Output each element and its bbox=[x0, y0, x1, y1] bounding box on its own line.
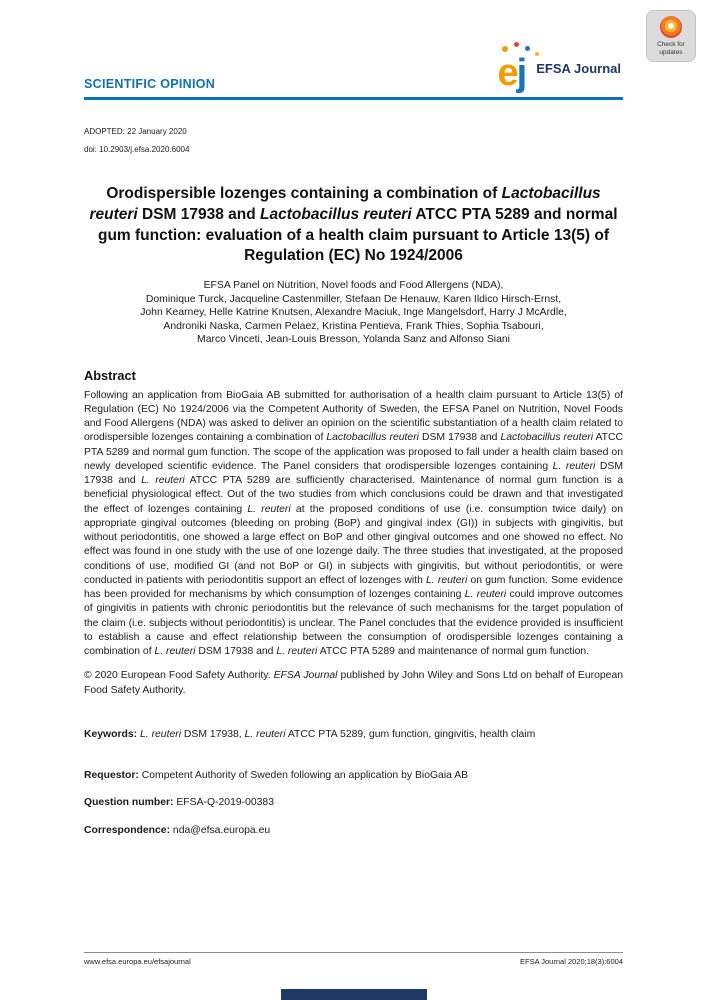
footer-journal-url[interactable]: www.efsa.europa.eu/efsajournal bbox=[84, 957, 191, 966]
correspondence-label: Correspondence: bbox=[84, 824, 171, 836]
logo-letter-e: e bbox=[497, 52, 517, 94]
requestor-line bbox=[84, 769, 623, 783]
crossmark-icon bbox=[660, 16, 682, 38]
header-rule bbox=[84, 97, 623, 100]
author-line: EFSA Panel on Nutrition, Novel foods and Food Allergens (NDA), bbox=[203, 280, 504, 292]
author-line: Marco Vinceti, Jean-Louis Bresson, Yolanda Sanz and Alfonso Siani bbox=[197, 334, 510, 346]
logo-dot-icon bbox=[502, 46, 508, 52]
question-number-line bbox=[84, 796, 623, 810]
logo-letter-j: j bbox=[516, 52, 528, 94]
doi: doi: 10.2903/j.efsa.2020.6004 bbox=[84, 145, 190, 154]
logo-dot-icon bbox=[525, 46, 530, 51]
keywords-line bbox=[84, 728, 623, 742]
logo-dot-icon bbox=[514, 42, 519, 47]
efsa-journal-logo bbox=[498, 44, 621, 92]
footer-citation: EFSA Journal 2020;18(3):6004 bbox=[520, 957, 623, 966]
article-title: Orodispersible lozenges containing a combination of Lactobacillus reuteri DSM 17938 and Lactobacillus reuteri ATCC PTA 5289 and normal gum function: evaluation of a health claim pursuant to Article 13(5) of Regulation (EC) No 1924/2006 bbox=[89, 185, 618, 265]
abstract-text: Following an application from BioGaia AB submitted for authorisation of a health claim pursuant to Article 13(5) of Regulation (EC) No 1924/2006 via the Competent Authority of Sweden, the EFSA Panel on Nutrition, Novel Foods and Food Allergens (NDA) was asked to deliver an opinion on the scientific substantiation of a health claim related to orodispersible lozenges containing a combination of Lactobacillus reuteri DSM 17938 and Lactobacillus reuteri ATCC PTA 5289 and normal gum function. The scope of the application was proposed to fall under a health claim based on newly developed scientific evidence. The Panel considers that orodispersible lozenges containing L. reuteri DSM 17938 and L. reuteri ATCC PTA 5289 are sufficiently characterised. Maintenance of normal gum function is a beneficial physiological effect. Out of the two studies from which conclusions could be drawn and that investigated the effect of lozenges containing L. reuteri at the proposed conditions of use (i.e. consumption twice daily) on appropriate gingival outcomes (bleeding on probing (BoP) and gingival index (GI)) in subjects with gingivitis, but without periodontitis, one showed a large effect on BoP and other gingival outcomes and one showed no effect. No effect was found in one study with the use of one lozenge daily. The three studies that investigated, at the proposed conditions of use, modified GI (and not BoP or GI) in subjects with gingivitis, but without periodontitis, or were conducted in patients with periodontitis support an effect of lozenges with L. reuteri on gum function. Some evidence has been provided for mechanisms by which consumption of lozenges containing L. reuteri could improve outcomes of gingivitis in patients with chronic periodontitis but the relevance of such mechanisms for the target population of the claim (i.e. subjects without periodontitis) is unclear. The Panel concludes that the evidence provided is insufficient to establish a cause and effect relationship between the consumption of orodispersible lozenges containing a combination of L. reuteri DSM 17938 and L. reuteri ATCC PTA 5289 and maintenance of normal gum function. bbox=[84, 389, 623, 658]
correspondence-line bbox=[84, 824, 623, 838]
abstract-heading: Abstract bbox=[84, 367, 136, 383]
adopted-date: ADOPTED: 22 January 2020 bbox=[84, 127, 187, 136]
requestor-label: Requestor: bbox=[84, 770, 139, 782]
page-footer bbox=[84, 952, 623, 966]
logo-dot-icon bbox=[535, 52, 539, 56]
bottom-navy-bar bbox=[281, 989, 427, 1000]
author-line: John Kearney, Helle Katrine Knutsen, Alexandre Maciuk, Inge Mangelsdorf, Harry J McArdle, bbox=[140, 307, 567, 319]
author-line: Androniki Naska, Carmen Pelaez, Kristina Pentieva, Frank Thies, Sophia Tsabouri, bbox=[163, 320, 544, 332]
question-number-label: Question number: bbox=[84, 797, 174, 809]
section-label: SCIENTIFIC OPINION bbox=[84, 77, 216, 91]
copyright-notice: © 2020 European Food Safety Authority. EFSA Journal published by John Wiley and Sons Ltd on behalf of European Food Safety Authority. bbox=[84, 670, 623, 696]
check-for-updates-label: Check for updates bbox=[657, 41, 685, 57]
question-number-value: EFSA-Q-2019-00383 bbox=[176, 797, 274, 809]
requestor-value: Competent Authority of Sweden following an application by BioGaia AB bbox=[141, 770, 469, 782]
author-line: Dominique Turck, Jacqueline Castenmiller, Stefaan De Henauw, Karen Ildico Hirsch-Ernst, bbox=[145, 293, 562, 305]
journal-name: EFSA Journal bbox=[536, 60, 621, 76]
keywords-value: L. reuteri DSM 17938, L. reuteri ATCC PTA 5289, gum function, gingivitis, health claim bbox=[140, 728, 536, 740]
correspondence-email[interactable]: nda@efsa.europa.eu bbox=[172, 824, 271, 836]
efsa-logo-mark bbox=[498, 44, 528, 92]
keywords-label: Keywords: bbox=[84, 728, 138, 740]
check-for-updates-badge[interactable] bbox=[646, 10, 696, 62]
author-list bbox=[84, 279, 623, 347]
